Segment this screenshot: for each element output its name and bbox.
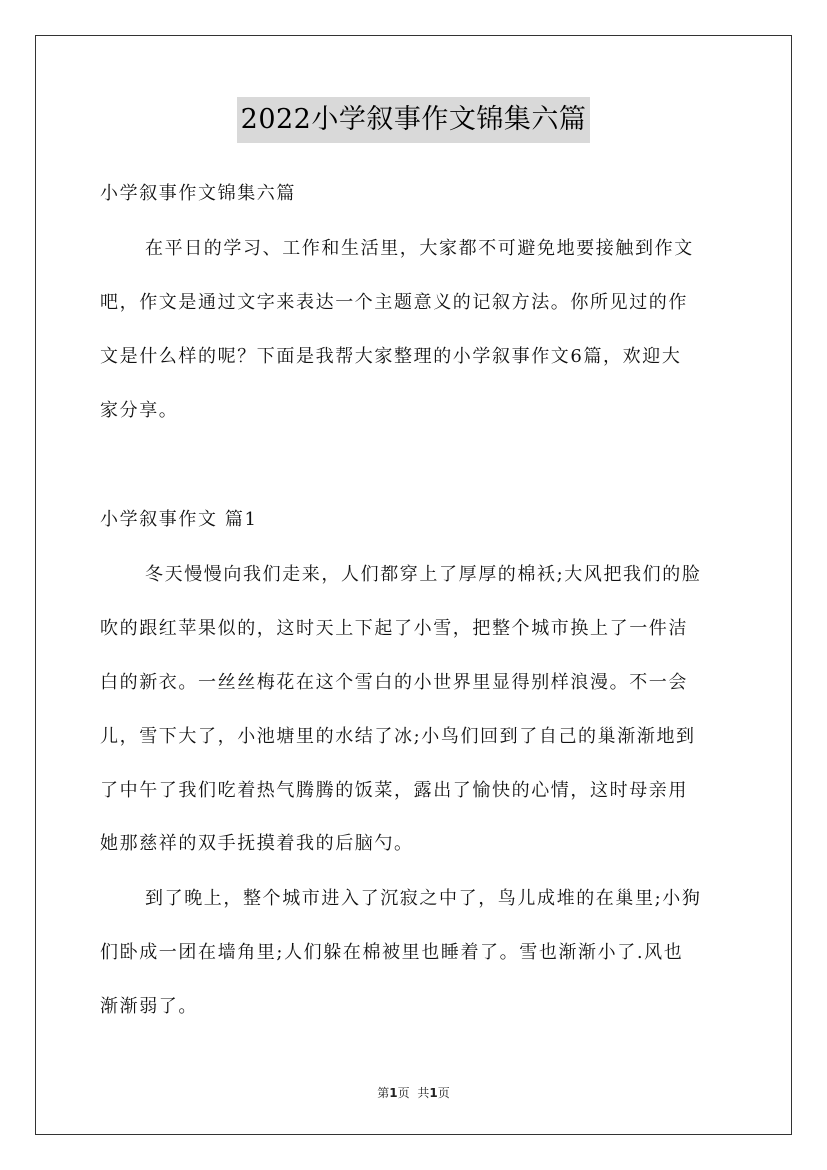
para1-line-2: 吹的跟红苹果似的，这时天上下起了小雪，把整个城市换上了一件洁 (100, 618, 688, 639)
para1-line-6: 她那慈祥的双手抚摸着我的后脑勺。 (100, 833, 414, 854)
document-subtitle: 小学叙事作文锦集六篇 (100, 183, 296, 204)
intro-line-1: 在平日的学习、工作和生活里，大家都不可避免地要接触到作文 (145, 238, 694, 259)
para2-line-3: 渐渐弱了。 (100, 996, 198, 1017)
section-heading: 小学叙事作文 篇1 (100, 509, 258, 530)
para1-line-4: 儿，雪下大了，小池塘里的水结了冰;小鸟们回到了自己的巢渐渐地到 (100, 726, 696, 747)
intro-line-4: 家分享。 (100, 400, 179, 421)
para2-line-1: 到了晚上，整个城市进入了沉寂之中了，鸟儿成堆的在巢里;小狗 (145, 888, 702, 909)
footer-page-suffix: 页 (397, 1086, 410, 1100)
para1-line-3: 白的新衣。一丝丝梅花在这个雪白的小世界里显得别样浪漫。不一会 (100, 672, 688, 693)
para2-line-2: 们卧成一团在墙角里;人们躲在棉被里也睡着了。雪也渐渐小了.风也 (100, 942, 684, 963)
footer-total-prefix: 共 (417, 1086, 430, 1100)
footer-page-prefix: 第 (377, 1086, 390, 1100)
page-footer (0, 1085, 827, 1101)
intro-line-3: 文是什么样的呢？下面是我帮大家整理的小学叙事作文6篇，欢迎大 (100, 346, 682, 367)
para1-line-1: 冬天慢慢向我们走来，人们都穿上了厚厚的棉袄;大风把我们的脸 (145, 564, 702, 585)
footer-total-suffix: 页 (437, 1086, 450, 1100)
intro-line-2: 吧，作文是通过文字来表达一个主题意义的记叙方法。你所见过的作 (100, 292, 688, 313)
footer-page-number: 1 (389, 1086, 398, 1100)
title-wrap (0, 97, 827, 143)
footer-total-number: 1 (429, 1086, 438, 1100)
document-title: 2022小学叙事作文锦集六篇 (237, 97, 591, 143)
para1-line-5: 了中午了我们吃着热气腾腾的饭菜，露出了愉快的心情，这时母亲用 (100, 780, 688, 801)
